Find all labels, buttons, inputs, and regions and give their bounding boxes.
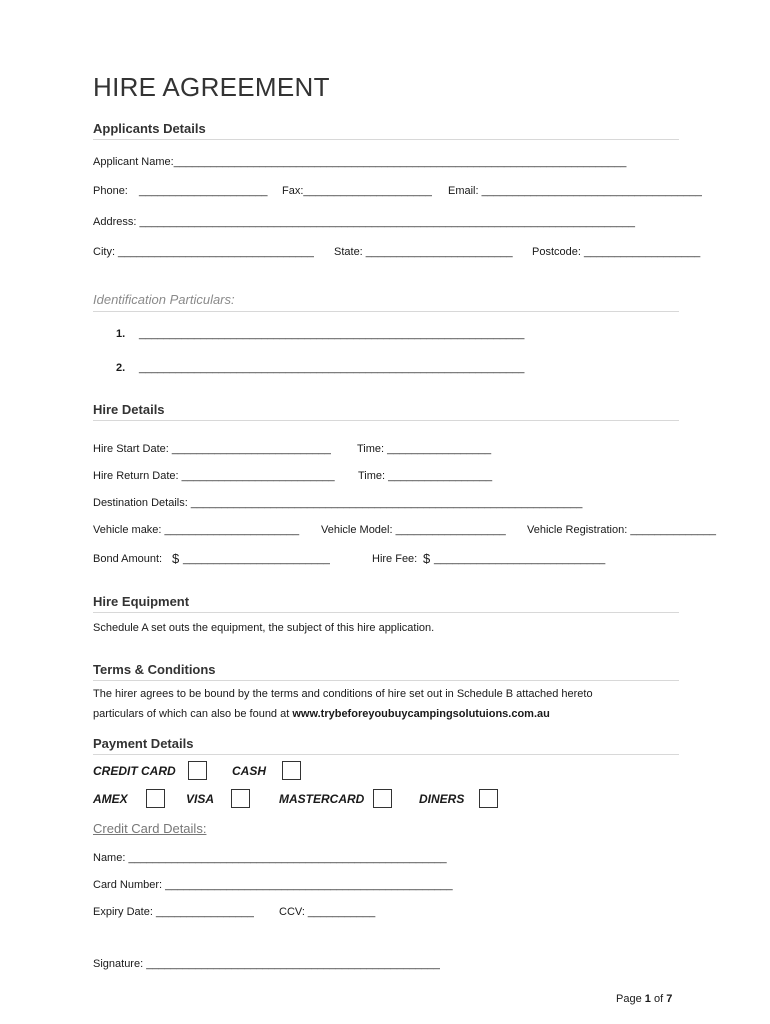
- section-divider: [93, 139, 679, 140]
- section-divider: [93, 680, 679, 681]
- page-title: HIRE AGREEMENT: [93, 72, 330, 102]
- state-field[interactable]: State: ________________________: [334, 246, 513, 258]
- mastercard-checkbox[interactable]: [373, 789, 392, 808]
- city-field[interactable]: City: ________________________________: [93, 246, 314, 258]
- expiry-date-field[interactable]: Expiry Date: ________________: [93, 906, 254, 918]
- section-divider: [93, 754, 679, 755]
- id-item-2-field[interactable]: _______________________________________________________________: [139, 362, 525, 374]
- terms-text-line-2: [93, 708, 550, 720]
- postcode-field[interactable]: Postcode: ___________________: [532, 246, 701, 258]
- amex-checkbox[interactable]: [146, 789, 165, 808]
- hire-start-time-field[interactable]: Time: _________________: [357, 443, 492, 455]
- bond-dollar-sign: $: [172, 551, 180, 566]
- payment-heading: Payment Details: [93, 736, 194, 751]
- credit-card-label: CREDIT CARD: [93, 764, 176, 778]
- address-field[interactable]: Address: _________________________________________________________________________________: [93, 216, 635, 228]
- credit-card-details-heading: Credit Card Details:: [93, 821, 207, 836]
- hire-start-date-field[interactable]: Hire Start Date: __________________________: [93, 443, 331, 455]
- applicant-name-field[interactable]: Applicant Name:__________________________________________________________________________: [93, 156, 627, 168]
- diners-checkbox[interactable]: [479, 789, 498, 808]
- section-divider: [93, 311, 679, 312]
- amex-label: AMEX: [93, 792, 128, 806]
- current-page: 1: [644, 993, 651, 1005]
- hire-return-time-field[interactable]: Time: _________________: [358, 470, 493, 482]
- hire-fee-field[interactable]: ____________________________: [434, 553, 606, 565]
- phone-field[interactable]: _____________________: [139, 185, 268, 197]
- mastercard-label: MASTERCARD: [279, 792, 365, 806]
- section-divider: [93, 420, 679, 421]
- credit-card-checkbox[interactable]: [188, 761, 207, 780]
- signature-field[interactable]: Signature: ________________________________________________: [93, 958, 440, 970]
- card-number-field[interactable]: Card Number: _______________________________________________: [93, 879, 453, 891]
- applicants-heading: Applicants Details: [93, 121, 206, 136]
- email-field[interactable]: Email: ____________________________________: [448, 185, 702, 197]
- vehicle-registration-field[interactable]: Vehicle Registration: ______________: [527, 524, 716, 536]
- terms-text-line-1: The hirer agrees to be bound by the terms and conditions of hire set out in Schedule B attached hereto: [93, 688, 593, 700]
- visa-checkbox[interactable]: [231, 789, 250, 808]
- section-divider: [93, 612, 679, 613]
- hire-fee-label: Hire Fee:: [372, 553, 418, 565]
- total-pages: 7: [666, 993, 673, 1005]
- id-item-number: 1.: [116, 328, 126, 340]
- hire-return-date-field[interactable]: Hire Return Date: _________________________: [93, 470, 335, 482]
- diners-label: DINERS: [419, 792, 465, 806]
- terms-heading: Terms & Conditions: [93, 662, 216, 677]
- bond-amount-label: Bond Amount:: [93, 553, 163, 565]
- id-item-number: 2.: [116, 362, 126, 374]
- website-link[interactable]: www.trybeforeyoubuycampingsolutuions.com.au: [292, 708, 550, 720]
- bond-amount-field[interactable]: ________________________: [183, 553, 330, 565]
- destination-field[interactable]: Destination Details: ________________________________________________________________: [93, 497, 583, 509]
- cash-label: CASH: [232, 764, 267, 778]
- cardholder-name-field[interactable]: Name: ____________________________________________________: [93, 852, 447, 864]
- phone-label: Phone:: [93, 185, 128, 197]
- page-number: [616, 993, 672, 1005]
- hire-details-heading: Hire Details: [93, 402, 165, 417]
- id-item-1-field[interactable]: _______________________________________________________________: [139, 328, 525, 340]
- hire-equipment-heading: Hire Equipment: [93, 594, 190, 609]
- visa-label: VISA: [186, 792, 215, 806]
- equipment-text: Schedule A set outs the equipment, the subject of this hire application.: [93, 622, 435, 634]
- fee-dollar-sign: $: [423, 551, 431, 566]
- ccv-field[interactable]: CCV: ___________: [279, 906, 376, 918]
- page-label: Page: [616, 993, 642, 1005]
- vehicle-model-field[interactable]: Vehicle Model: __________________: [321, 524, 506, 536]
- fax-field[interactable]: Fax:_____________________: [282, 185, 432, 197]
- cash-checkbox[interactable]: [282, 761, 301, 780]
- terms-text-prefix: particulars of which can also be found at: [93, 708, 293, 720]
- vehicle-make-field[interactable]: Vehicle make: ______________________: [93, 524, 300, 536]
- of-label: of: [653, 993, 664, 1005]
- identification-heading: Identification Particulars:: [93, 292, 235, 307]
